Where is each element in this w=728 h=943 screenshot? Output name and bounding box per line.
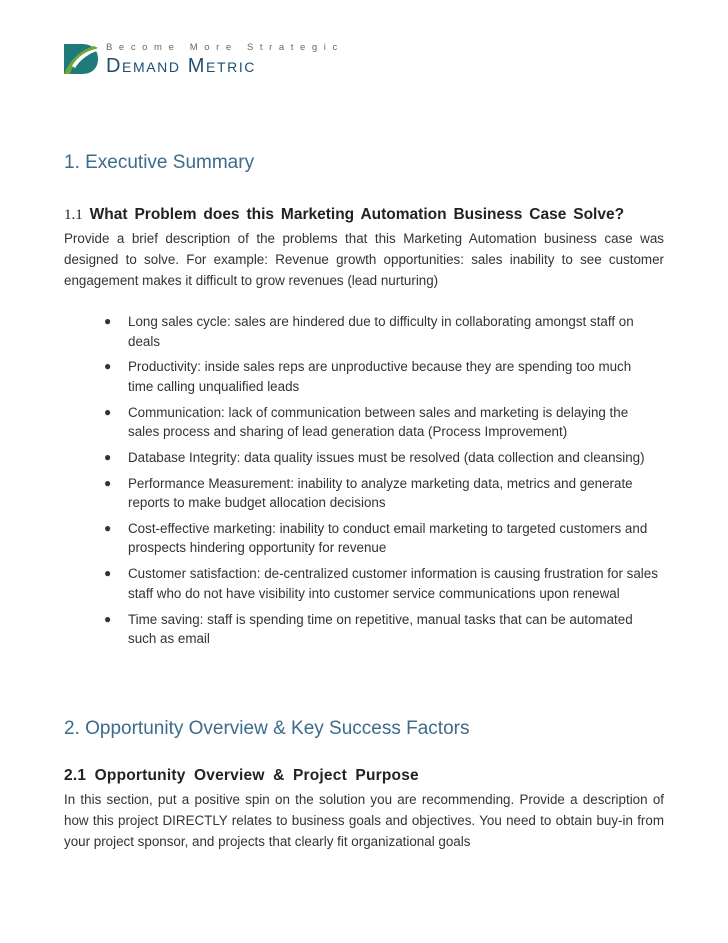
list-item xyxy=(100,357,660,396)
list-item-text: Database Integrity: data quality issues must be resolved (data collection and cleansing) xyxy=(128,449,645,465)
list-item xyxy=(100,564,660,603)
logo-brand-name: Demand Metric xyxy=(106,55,257,77)
list-item xyxy=(100,312,660,351)
bullet-icon: ● xyxy=(104,611,112,626)
bullet-icon: ● xyxy=(104,566,112,581)
subsection-1-1-title: What Problem does this Marketing Automation Business Case Solve? xyxy=(89,206,625,223)
list-item xyxy=(100,519,660,558)
bullet-icon: ● xyxy=(104,520,112,535)
subsection-1-1-heading xyxy=(64,205,624,225)
list-item-text: Time saving: staff is spending time on repetitive, manual tasks that can be automated such as email xyxy=(128,611,633,647)
bullet-icon: ● xyxy=(104,404,112,419)
section-1-heading: 1. Executive Summary xyxy=(64,152,255,173)
logo-mark-icon xyxy=(64,42,100,76)
list-item-text: Customer satisfaction: de-centralized customer information is causing frustration for sales staff who do not have visibility into customer service communications upon renewal xyxy=(128,566,658,601)
list-item-text: Long sales cycle: sales are hindered due to difficulty in collaborating amongst staff on deals xyxy=(128,314,634,349)
list-item-text: Cost-effective marketing: inability to conduct email marketing to targeted customers and prospects hindering opportunity for revenue xyxy=(128,520,648,556)
demand-metric-logo xyxy=(64,42,354,76)
list-item xyxy=(100,448,660,468)
list-item-text: Performance Measurement: inability to analyze marketing data, metrics and generate reports to make budget allocation decisions xyxy=(128,475,633,511)
list-item xyxy=(100,610,660,649)
section-2-paragraph: In this section, put a positive spin on the solution you are recommending. Provide a description of how this project DIRECTLY relates to business goals and objectives. You need to obtain buy-in from your project sponsor, and projects that clearly fit organizational goals xyxy=(64,792,664,849)
problem-bullet-list xyxy=(100,312,660,655)
subsection-2-1-heading: 2.1 Opportunity Overview & Project Purpose xyxy=(64,767,419,784)
list-item xyxy=(100,403,660,442)
section-2-heading: 2. Opportunity Overview & Key Success Factors xyxy=(64,718,470,739)
bullet-icon: ● xyxy=(104,449,112,464)
bullet-icon: ● xyxy=(104,314,112,328)
list-item xyxy=(100,474,660,513)
section-1-paragraph: Provide a brief description of the problems that this Marketing Automation business case was designed to solve. For example: Revenue growth opportunities: sales inability to see customer engagement makes it difficult to grow revenues (lead nurturing) xyxy=(64,231,664,288)
bullet-icon: ● xyxy=(104,475,112,490)
logo-tagline: Become More Strategic xyxy=(106,42,344,53)
bullet-icon: ● xyxy=(104,359,112,374)
list-item-text: Communication: lack of communication between sales and marketing is delaying the sales process and sharing of lead generation data (Process Improvement) xyxy=(128,404,629,440)
list-item-text: Productivity: inside sales reps are unproductive because they are spending too much time calling unqualified leads xyxy=(128,359,632,394)
subsection-1-1-number: 1.1 xyxy=(64,207,83,223)
